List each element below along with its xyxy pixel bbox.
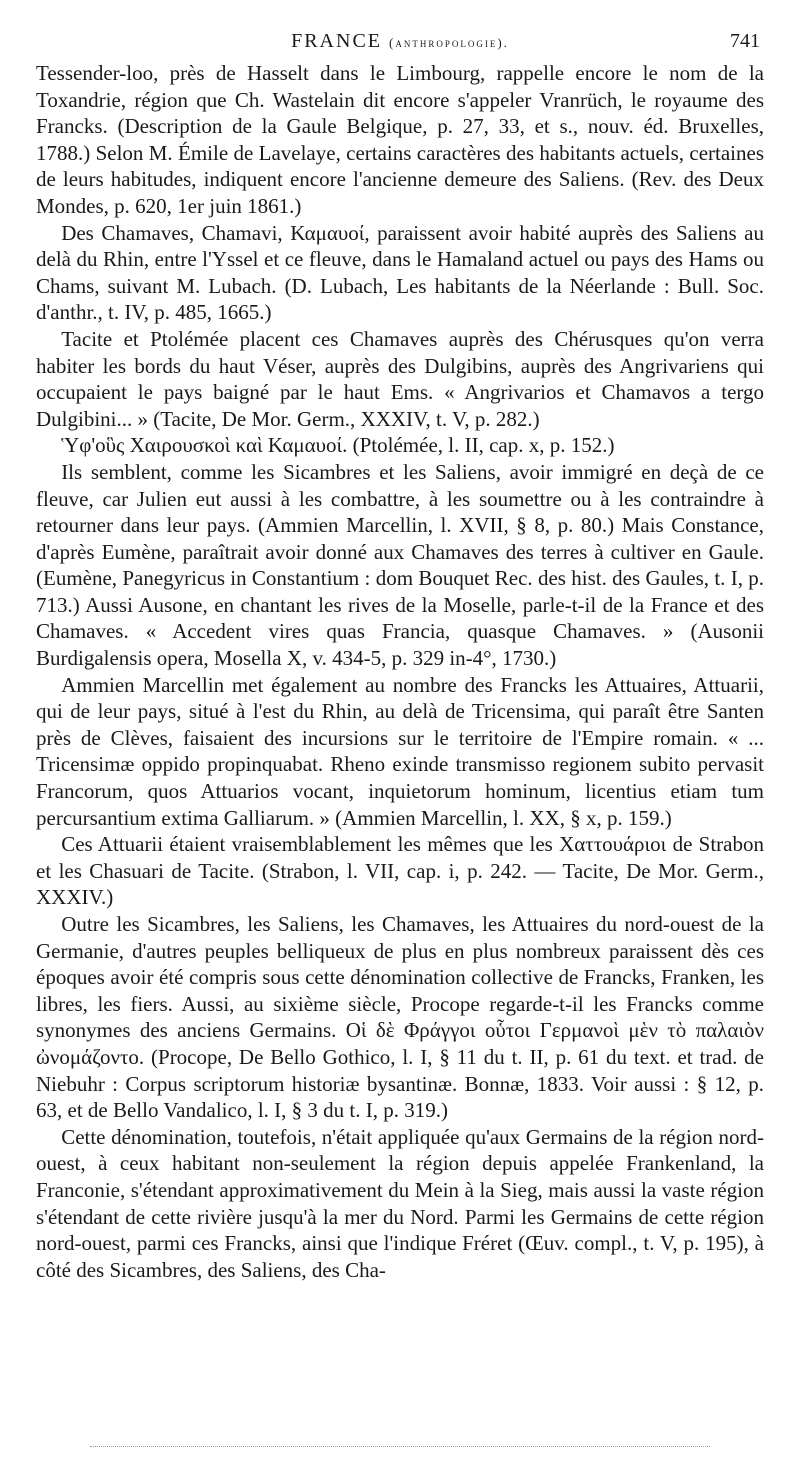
running-title bbox=[36, 30, 764, 53]
paragraph-attuarii-strabon: Ces Attuarii étaient vraisemblablement les mêmes que les Χαττουάριοι de Strabon et les Chasuari de Tacite. (Strabon, l. VII, cap. i, p. 242. — Tacite, De Mor. Germ., XXXIV.) bbox=[36, 832, 764, 910]
paragraph-chamaves: Des Chamaves, Chamavi, Καμαυοί, paraissent avoir habité auprès des Saliens au delà du Rhin, entre l'Yssel et ce fleuve, dans le Hamaland actuel ou pays des Hams ou Chams, suivant M. Lubach. (D. Lubach, Les habitants de la Néerlande : Bull. Soc. d'anthr., t. IV, p. 485, 1665.) bbox=[36, 220, 764, 325]
header-title: FRANCE bbox=[291, 30, 382, 52]
paragraph-sicambres-saliens: Ils semblent, comme les Sicambres et les Saliens, avoir immigré en deçà de ce fleuve, car Julien eut aussi à les combattre, à les soumettre ou à les contraindre à retourner dans leur pays. (Ammien Marcellin, l. XVII, § 8, p. 80.) Mais Constance, d'après Eumène, paraîtrait avoir donné aux Chamaves des terres à cultiver en Gaule. (Eumène, Panegyricus in Constantium : dom Bouquet Rec. des hist. des Gaules, t. I, p. 713.) Aussi Ausone, en chantant les rives de la Moselle, parle-t-il de la France et des Chamaves. « Accedent vires quas Francia, quasque Chamaves. » (Ausonii Burdigalensis opera, Mosella X, v. 434-5, p. 329 in-4°, 1730.) bbox=[36, 459, 764, 671]
paragraph-attuaires: Ammien Marcellin met également au nombre des Francks les Attuaires, Attuarii, qui de leur pays, situé à l'est du Rhin, au delà de Tricensima, qui paraît être Santen près de Clèves, faisaient des incursions sur le territoire de l'Empire romain. « ... Tricensimæ oppido propinquabat. Rheno exinde transmisso regionem subito pervasit Francorum, quos Attuarios vocant, inquietorum hominum, licentius etiam tum percursantium extima Galliarum. » (Ammien Marcellin, l. XX, § x, p. 159.) bbox=[36, 672, 764, 830]
paragraph-greek-quote: Ὑφ'οὓς Χαιρουσκοὶ καὶ Καμαυοί. (Ptolémée, l. II, cap. x, p. 152.) bbox=[61, 433, 615, 458]
footer-divider bbox=[90, 1446, 710, 1447]
paragraph-tacite-ptolemee: Tacite et Ptolémée placent ces Chamaves auprès des Chérusques qu'on verra habiter les bords du haut Véser, auprès des Dulgibins, auprès des Angrivariens qui occupaient le pays baigné par le haut Ems. « Angrivarios et Chamavos a tergo Dulgibini... » (Tacite, De Mor. Germ., XXXIV, t. V, p. 282.) bbox=[36, 326, 764, 431]
paragraph-denomination: Cette dénomination, toutefois, n'était appliquée qu'aux Germains de la région nord-ouest, à ceux habitant non-seulement la région depuis appelée Frankenland, la Franconie, s'étendant approximativement du Mein à la Sieg, mais aussi la vaste région s'étendant de cette rivière jusqu'à la mer du Nord. Parmi les Germains de cette région nord-ouest, parmi ces Francks, ainsi que l'indique Fréret (Œuv. compl., t. V, p. 195), à côté des Sicambres, des Saliens, des Cha- bbox=[36, 1124, 764, 1282]
running-header bbox=[36, 22, 764, 56]
header-subtitle: (anthropologie). bbox=[389, 35, 509, 50]
paragraph-peuples-francks: Outre les Sicambres, les Saliens, les Chamaves, les Attuaires du nord-ouest de la Germanie, d'autres peuples belliqueux de plus en plus nombreux paraissent dès ces époques avoir été compris sous cette dénomination collective de Francks, Franken, les libres, les fiers. Aussi, au sixième siècle, Procope regarde-t-il les Francks comme synonymes des anciens Germains. Οἱ δὲ Φράγγοι οὗτοι Γερμανοὶ μὲν τὸ παλαιὸν ὠνομάζοντο. (Procope, De Bello Gothico, l. I, § 11 du t. II, p. 61 du text. et trad. de Niebuhr : Corpus scriptorum historiæ bysantinæ. Bonnæ, 1833. Voir aussi : § 12, p. 63, et de Bello Vandalico, l. I, § 3 du t. I, p. 319.) bbox=[36, 912, 764, 1123]
body-text bbox=[36, 60, 764, 1283]
paragraph-toxandrie: Tessender-loo, près de Hasselt dans le Limbourg, rappelle encore le nom de la Toxandrie, région que Ch. Wastelain dit encore s'appeler Vranrüch, le royaume des Francks. (Description de la Gaule Belgique, p. 27, 33, et s., nouv. éd. Bruxelles, 1788.) Selon M. Émile de Lavelaye, certains caractères des habitants actuels, certaines de leurs habitudes, indiquent encore l'ancienne demeure des Saliens. (Rev. des Deux Mondes, p. 620, 1er juin 1861.) bbox=[36, 61, 764, 218]
page-number: 741 bbox=[730, 30, 760, 52]
